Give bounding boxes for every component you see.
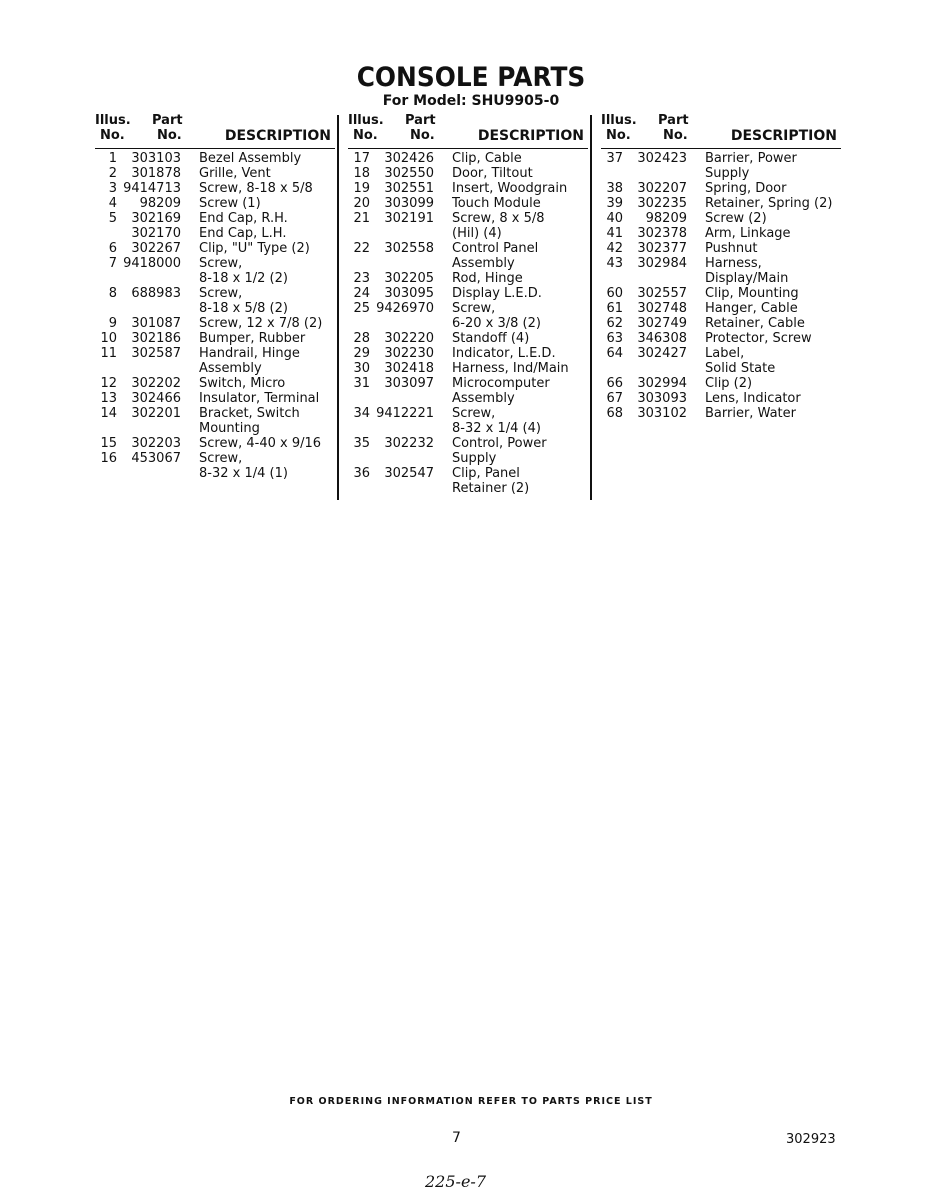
part-description: Clip (2): [705, 376, 753, 391]
part-number: 302749: [637, 316, 687, 331]
handwritten-note: 225-e-7: [425, 1172, 486, 1191]
illus-number: 35: [353, 436, 370, 451]
part-description: 8-18 x 5/8 (2): [199, 301, 288, 316]
part-description: Label,: [705, 346, 745, 361]
part-number: 302426: [384, 151, 434, 166]
table-row: [601, 361, 841, 376]
table-row: [95, 331, 335, 346]
parts-rows: [348, 151, 588, 496]
table-row: [348, 361, 588, 376]
part-number: 302550: [384, 166, 434, 181]
part-number: 302207: [637, 181, 687, 196]
part-description: End Cap, L.H.: [199, 226, 287, 241]
illus-number: 17: [353, 151, 370, 166]
table-row: [348, 436, 588, 451]
part-description: 8-32 x 1/4 (1): [199, 466, 288, 481]
illus-number: 62: [606, 316, 623, 331]
part-description: Switch, Micro: [199, 376, 286, 391]
table-row: [95, 211, 335, 226]
part-number: 302205: [384, 271, 434, 286]
table-row: [601, 376, 841, 391]
table-row: [601, 151, 841, 166]
illus-number: 12: [100, 376, 117, 391]
table-row: [601, 241, 841, 256]
table-row: [601, 406, 841, 421]
part-description: Control, Power: [452, 436, 547, 451]
header-illus-no: No.: [353, 128, 378, 143]
part-description: Hanger, Cable: [705, 301, 798, 316]
header-part-no: No.: [663, 128, 688, 143]
parts-rows: [601, 151, 841, 421]
part-number: 9414713: [123, 181, 181, 196]
illus-number: 37: [606, 151, 623, 166]
header-part: Part: [152, 113, 183, 128]
parts-column-2: [348, 112, 588, 496]
table-row: [95, 271, 335, 286]
part-description: Grille, Vent: [199, 166, 271, 181]
part-description: Spring, Door: [705, 181, 787, 196]
header-description: DESCRIPTION: [477, 128, 584, 144]
illus-number: 41: [606, 226, 623, 241]
illus-number: 42: [606, 241, 623, 256]
part-number: 346308: [637, 331, 687, 346]
illus-number: 68: [606, 406, 623, 421]
part-description: Bezel Assembly: [199, 151, 302, 166]
table-row: [348, 301, 588, 316]
part-description: Screw,: [199, 451, 243, 466]
table-row: [348, 271, 588, 286]
part-description: Insert, Woodgrain: [452, 181, 568, 196]
part-number: 302418: [384, 361, 434, 376]
illus-number: 67: [606, 391, 623, 406]
part-description: Handrail, Hinge: [199, 346, 300, 361]
part-description: Rod, Hinge: [452, 271, 523, 286]
part-description: Pushnut: [705, 241, 758, 256]
illus-number: 9: [108, 316, 117, 331]
illus-number: 18: [353, 166, 370, 181]
part-description: Supply: [452, 451, 497, 466]
part-number: 302220: [384, 331, 434, 346]
part-description: Harness, Ind/Main: [452, 361, 569, 376]
part-number: 302267: [131, 241, 181, 256]
part-description: Assembly: [452, 256, 515, 271]
header-part: Part: [658, 113, 689, 128]
illus-number: 63: [606, 331, 623, 346]
table-row: [601, 256, 841, 271]
table-row: [95, 151, 335, 166]
illus-number: 10: [100, 331, 117, 346]
table-row: [601, 196, 841, 211]
part-number: 303102: [637, 406, 687, 421]
illus-number: 22: [353, 241, 370, 256]
table-row: [348, 481, 588, 496]
part-description: Clip, "U" Type (2): [199, 241, 310, 256]
part-description: Door, Tiltout: [452, 166, 533, 181]
part-number: 98209: [139, 196, 181, 211]
illus-number: 6: [108, 241, 117, 256]
part-description: Screw,: [452, 406, 496, 421]
part-number: 302201: [131, 406, 181, 421]
part-number: 302423: [637, 151, 687, 166]
illus-number: 5: [108, 211, 117, 226]
header-description: DESCRIPTION: [224, 128, 331, 144]
part-description: Indicator, L.E.D.: [452, 346, 556, 361]
part-description: Screw, 4-40 x 9/16: [199, 436, 322, 451]
part-description: Clip, Cable: [452, 151, 522, 166]
part-description: Bracket, Switch: [199, 406, 300, 421]
part-number: 303093: [637, 391, 687, 406]
page-number: 7: [452, 1130, 461, 1146]
illus-number: 61: [606, 301, 623, 316]
part-description: Screw, 8-18 x 5/8: [199, 181, 313, 196]
part-description: Screw (2): [705, 211, 767, 226]
illus-number: 15: [100, 436, 117, 451]
table-row: [95, 346, 335, 361]
table-row: [348, 241, 588, 256]
part-number: 9426970: [376, 301, 434, 316]
column-header: [348, 112, 588, 149]
illus-number: 23: [353, 271, 370, 286]
part-description: Microcomputer: [452, 376, 550, 391]
illus-number: 19: [353, 181, 370, 196]
part-description: Clip, Mounting: [705, 286, 799, 301]
part-description: Retainer, Cable: [705, 316, 805, 331]
part-description: Screw, 12 x 7/8 (2): [199, 316, 323, 331]
table-row: [601, 346, 841, 361]
table-row: [601, 226, 841, 241]
illus-number: 64: [606, 346, 623, 361]
header-part-no: No.: [410, 128, 435, 143]
part-description: 8-32 x 1/4 (4): [452, 421, 541, 436]
part-description: Barrier, Power: [705, 151, 797, 166]
part-description: Screw,: [199, 286, 243, 301]
part-description: Clip, Panel: [452, 466, 520, 481]
table-row: [95, 256, 335, 271]
illus-number: 39: [606, 196, 623, 211]
part-number: 98209: [645, 211, 687, 226]
header-illus-no: No.: [100, 128, 125, 143]
table-row: [348, 286, 588, 301]
part-number: 688983: [131, 286, 181, 301]
part-description: Screw,: [199, 256, 243, 271]
table-row: [348, 346, 588, 361]
part-description: Lens, Indicator: [705, 391, 801, 406]
table-row: [95, 376, 335, 391]
part-number: 9412221: [376, 406, 434, 421]
part-number: 9418000: [123, 256, 181, 271]
table-row: [95, 226, 335, 241]
illus-number: 24: [353, 286, 370, 301]
part-number: 302587: [131, 346, 181, 361]
part-description: End Cap, R.H.: [199, 211, 288, 226]
column-header: [95, 112, 335, 149]
part-number: 303097: [384, 376, 434, 391]
table-row: [348, 406, 588, 421]
parts-column-3: [601, 112, 841, 421]
table-row: [348, 316, 588, 331]
part-number: 303103: [131, 151, 181, 166]
illus-number: 2: [108, 166, 117, 181]
illus-number: 60: [606, 286, 623, 301]
table-row: [348, 256, 588, 271]
illus-number: 11: [100, 346, 117, 361]
part-number: 302170: [131, 226, 181, 241]
illus-number: 25: [353, 301, 370, 316]
illus-number: 7: [108, 256, 117, 271]
part-description: Supply: [705, 166, 750, 181]
table-row: [95, 241, 335, 256]
table-row: [348, 331, 588, 346]
table-row: [348, 151, 588, 166]
part-number: 302427: [637, 346, 687, 361]
part-number: 302551: [384, 181, 434, 196]
table-row: [348, 451, 588, 466]
table-row: [601, 271, 841, 286]
table-row: [348, 226, 588, 241]
column-divider: [337, 115, 339, 500]
part-description: 8-18 x 1/2 (2): [199, 271, 288, 286]
table-row: [601, 316, 841, 331]
part-description: Assembly: [452, 391, 515, 406]
illus-number: 28: [353, 331, 370, 346]
illus-number: 36: [353, 466, 370, 481]
part-description: Harness,: [705, 256, 762, 271]
table-row: [348, 391, 588, 406]
table-row: [348, 181, 588, 196]
table-row: [95, 196, 335, 211]
illus-number: 40: [606, 211, 623, 226]
part-number: 301087: [131, 316, 181, 331]
illus-number: 14: [100, 406, 117, 421]
illus-number: 20: [353, 196, 370, 211]
parts-rows: [95, 151, 335, 481]
part-number: 303095: [384, 286, 434, 301]
part-number: 302378: [637, 226, 687, 241]
table-row: [95, 166, 335, 181]
part-description: Screw (1): [199, 196, 261, 211]
page-title: CONSOLE PARTS: [356, 62, 586, 93]
illus-number: 4: [108, 196, 117, 211]
table-row: [601, 301, 841, 316]
part-description: Display/Main: [705, 271, 789, 286]
table-row: [348, 466, 588, 481]
header-illus-no: No.: [606, 128, 631, 143]
part-description: Control Panel: [452, 241, 539, 256]
part-number: 453067: [131, 451, 181, 466]
part-description: Insulator, Terminal: [199, 391, 320, 406]
illus-number: 43: [606, 256, 623, 271]
illus-number: 1: [108, 151, 117, 166]
table-row: [95, 451, 335, 466]
column-divider: [590, 115, 592, 500]
table-row: [601, 391, 841, 406]
illus-number: 66: [606, 376, 623, 391]
table-row: [95, 391, 335, 406]
table-row: [348, 196, 588, 211]
header-illus: Illus.: [95, 113, 131, 128]
table-row: [601, 211, 841, 226]
table-row: [95, 286, 335, 301]
table-row: [95, 421, 335, 436]
illus-number: 21: [353, 211, 370, 226]
illus-number: 13: [100, 391, 117, 406]
model-subtitle: For Model: SHU9905-0: [382, 93, 560, 109]
part-number: 302558: [384, 241, 434, 256]
header-description: DESCRIPTION: [730, 128, 837, 144]
table-row: [95, 316, 335, 331]
header-illus: Illus.: [601, 113, 637, 128]
part-description: Protector, Screw: [705, 331, 812, 346]
illus-number: 16: [100, 451, 117, 466]
part-number: 302547: [384, 466, 434, 481]
table-row: [348, 376, 588, 391]
illus-number: 38: [606, 181, 623, 196]
table-row: [601, 331, 841, 346]
part-description: Screw, 8 x 5/8: [452, 211, 545, 226]
part-number: 302169: [131, 211, 181, 226]
table-row: [95, 466, 335, 481]
part-description: 6-20 x 3/8 (2): [452, 316, 541, 331]
part-number: 302984: [637, 256, 687, 271]
part-number: 301878: [131, 166, 181, 181]
table-row: [348, 211, 588, 226]
part-description: Retainer, Spring (2): [705, 196, 833, 211]
illus-number: 34: [353, 406, 370, 421]
part-number: 302994: [637, 376, 687, 391]
column-header: [601, 112, 841, 149]
part-number: 302377: [637, 241, 687, 256]
part-number: 303099: [384, 196, 434, 211]
table-row: [95, 181, 335, 196]
part-description: Retainer (2): [452, 481, 530, 496]
header-part: Part: [405, 113, 436, 128]
ordering-info-note: FOR ORDERING INFORMATION REFER TO PARTS PRICE LIST: [289, 1096, 653, 1107]
part-number: 302466: [131, 391, 181, 406]
part-number: 302230: [384, 346, 434, 361]
illus-number: 31: [353, 376, 370, 391]
part-number: 302748: [637, 301, 687, 316]
part-number: 302186: [131, 331, 181, 346]
header-part-no: No.: [157, 128, 182, 143]
part-number: 302202: [131, 376, 181, 391]
part-description: Display L.E.D.: [452, 286, 542, 301]
part-description: Bumper, Rubber: [199, 331, 306, 346]
table-row: [348, 166, 588, 181]
part-description: Mounting: [199, 421, 260, 436]
part-description: Solid State: [705, 361, 776, 376]
illus-number: 8: [108, 286, 117, 301]
part-number: 302203: [131, 436, 181, 451]
part-number: 302232: [384, 436, 434, 451]
table-row: [95, 406, 335, 421]
part-description: Touch Module: [452, 196, 541, 211]
table-row: [95, 436, 335, 451]
part-number: 302557: [637, 286, 687, 301]
table-row: [95, 301, 335, 316]
table-row: [601, 166, 841, 181]
illus-number: 3: [108, 181, 117, 196]
illus-number: 30: [353, 361, 370, 376]
part-description: Assembly: [199, 361, 262, 376]
part-description: Standoff (4): [452, 331, 530, 346]
header-illus: Illus.: [348, 113, 384, 128]
part-description: Barrier, Water: [705, 406, 796, 421]
table-row: [95, 361, 335, 376]
illus-number: 29: [353, 346, 370, 361]
table-row: [348, 421, 588, 436]
part-description: (Hil) (4): [452, 226, 502, 241]
part-description: Screw,: [452, 301, 496, 316]
table-row: [601, 286, 841, 301]
part-number: 302191: [384, 211, 434, 226]
parts-column-1: [95, 112, 335, 481]
document-number: 302923: [786, 1132, 836, 1147]
table-row: [601, 181, 841, 196]
part-description: Arm, Linkage: [705, 226, 791, 241]
part-number: 302235: [637, 196, 687, 211]
